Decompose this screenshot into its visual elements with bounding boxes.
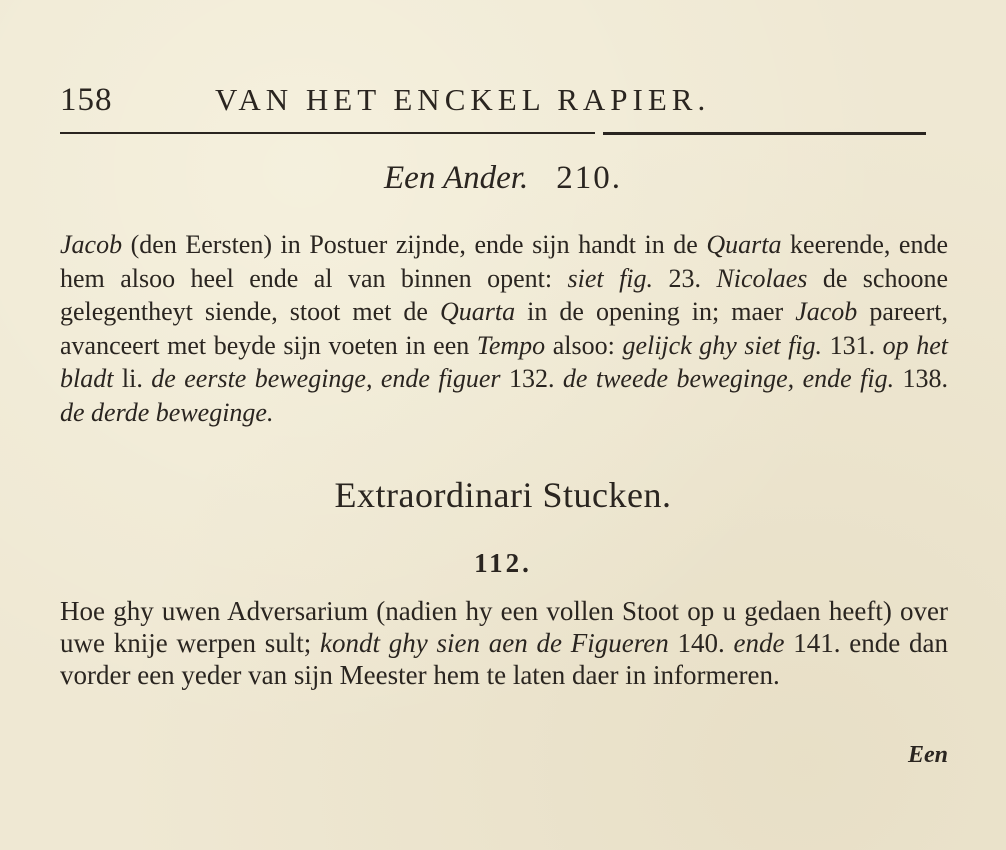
text-run: 140. xyxy=(668,628,734,658)
section-heading-een-ander xyxy=(0,160,1006,197)
text-run: de schoone gelegentheyt siende, stoot met de xyxy=(60,263,948,326)
text-run: keerende, ende hem alsoo heel ende al van binnen opent: xyxy=(60,230,948,293)
italic-run: gelijck ghy siet fig. xyxy=(622,330,823,360)
italic-run: Quarta xyxy=(706,230,782,259)
section-number-112: 112. xyxy=(474,548,532,578)
italic-run: Jacob xyxy=(60,230,123,259)
italic-run: op het bladt xyxy=(60,330,949,393)
italic-run: siet fig. xyxy=(567,263,654,293)
paragraph-een-ander xyxy=(60,228,948,429)
italic-run: kondt ghy sien aen de Figueren xyxy=(320,628,669,658)
paragraph-extraordinari xyxy=(60,595,948,691)
text-run: alsoo: xyxy=(545,330,623,360)
text-run: 23. xyxy=(653,263,717,293)
text-run: 131. xyxy=(822,330,883,360)
running-title: VAN HET ENCKEL RAPIER. xyxy=(215,82,711,117)
italic-run: de derde beweginge. xyxy=(60,397,274,427)
header-rule-right xyxy=(603,132,926,135)
text-run: (den Eersten) in Postuer zijnde, ende sijn handt in de xyxy=(122,230,707,259)
catchword: Een xyxy=(907,742,948,768)
italic-run: de eerste beweginge, ende figuer xyxy=(151,364,501,393)
section-title: Een Ander. xyxy=(384,160,529,196)
italic-run: Quarta xyxy=(439,297,516,326)
italic-run: de tweede beweginge, ende fig. xyxy=(562,364,895,393)
italic-run: ende xyxy=(733,628,785,658)
italic-run: Jacob xyxy=(795,297,858,326)
text-run: Hoe ghy uwen Adversarium (nadien hy een vollen Stoot op u gedaen heeft) over uwe knije werpen sult; xyxy=(60,596,948,658)
text-run: 132. xyxy=(500,364,563,393)
text-run: 141. ende dan vorder een yeder van sijn Meester hem te laten daer in informeren. xyxy=(60,628,948,690)
text-run: pareert, avanceert met beyde sijn voeten in een xyxy=(60,297,948,360)
text-run: in de opening in; maer xyxy=(515,297,796,326)
text-run: li. xyxy=(113,364,152,393)
text-run: 138. xyxy=(894,364,949,393)
italic-run: Tempo xyxy=(476,330,546,360)
header-rule-left xyxy=(60,132,595,134)
page-number: 158 xyxy=(60,82,113,118)
italic-run: Nicolaes xyxy=(716,263,808,293)
running-head xyxy=(60,82,940,126)
section-number: 210. xyxy=(556,160,622,196)
section-heading-extraordinari: Extraordinari Stucken. xyxy=(334,475,672,515)
